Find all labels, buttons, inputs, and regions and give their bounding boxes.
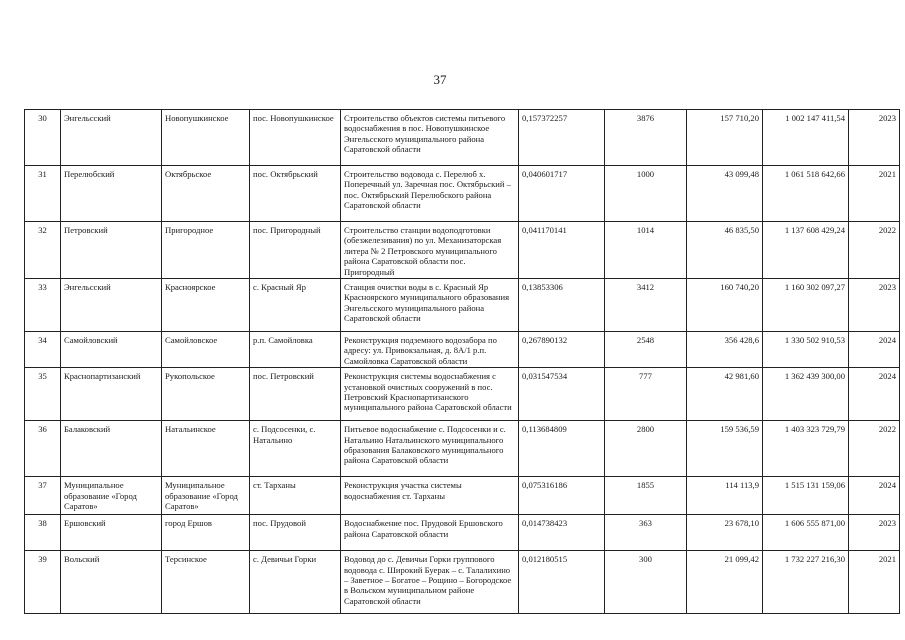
cell-coefficient: 0,13853306 bbox=[519, 279, 605, 332]
cell-population: 1000 bbox=[605, 166, 687, 222]
cell-district: Краснопартизанский bbox=[61, 368, 162, 421]
cell-settlement: пос. Петровский bbox=[250, 368, 341, 421]
cell-description: Строительство станции водоподготовки (обезжелезивания) по ул. Механизаторская литера № 2 Петровского муниципального района Саратовской области пос. Пригородный bbox=[341, 222, 519, 279]
cell-number: 38 bbox=[25, 515, 61, 551]
cell-cumulative: 1 330 502 910,53 bbox=[763, 332, 849, 368]
cell-cost: 114 113,9 bbox=[687, 477, 763, 515]
cell-cumulative: 1 606 555 871,00 bbox=[763, 515, 849, 551]
table-row bbox=[25, 166, 900, 222]
cell-number: 33 bbox=[25, 279, 61, 332]
cell-year: 2022 bbox=[849, 222, 900, 279]
cell-municipality: Пригородное bbox=[162, 222, 250, 279]
table-row bbox=[25, 515, 900, 551]
table-row bbox=[25, 551, 900, 614]
page-number: 37 bbox=[433, 72, 447, 87]
cell-cost: 160 740,20 bbox=[687, 279, 763, 332]
cell-municipality: город Ершов bbox=[162, 515, 250, 551]
cell-cumulative: 1 137 608 429,24 bbox=[763, 222, 849, 279]
cell-description: Строительство объектов системы питьевого водоснабжения в пос. Новопушкинское Энгельсского муниципального района Саратовской области bbox=[341, 110, 519, 166]
cell-cost: 356 428,6 bbox=[687, 332, 763, 368]
cell-year: 2024 bbox=[849, 477, 900, 515]
cell-population: 2800 bbox=[605, 421, 687, 477]
table-row bbox=[25, 110, 900, 166]
cell-settlement: с. Красный Яр bbox=[250, 279, 341, 332]
cell-description: Реконструкция участка системы водоснабжения ст. Тарханы bbox=[341, 477, 519, 515]
cell-description: Станция очистки воды в с. Красный Яр Красноярского муниципального образования Энгельсского муниципального района Саратовской области bbox=[341, 279, 519, 332]
cell-cumulative: 1 362 439 300,00 bbox=[763, 368, 849, 421]
cell-cumulative: 1 061 518 642,66 bbox=[763, 166, 849, 222]
cell-number: 32 bbox=[25, 222, 61, 279]
cell-year: 2023 bbox=[849, 110, 900, 166]
cell-population: 3412 bbox=[605, 279, 687, 332]
cell-settlement: пос. Пригородный bbox=[250, 222, 341, 279]
cell-coefficient: 0,031547534 bbox=[519, 368, 605, 421]
cell-year: 2023 bbox=[849, 279, 900, 332]
cell-population: 1855 bbox=[605, 477, 687, 515]
cell-cost: 23 678,10 bbox=[687, 515, 763, 551]
cell-settlement: пос. Прудовой bbox=[250, 515, 341, 551]
cell-district: Перелюбский bbox=[61, 166, 162, 222]
cell-population: 1014 bbox=[605, 222, 687, 279]
cell-cumulative: 1 160 302 097,27 bbox=[763, 279, 849, 332]
table-row bbox=[25, 477, 900, 515]
table-body bbox=[25, 110, 900, 614]
cell-district: Самойловский bbox=[61, 332, 162, 368]
cell-number: 36 bbox=[25, 421, 61, 477]
cell-cost: 42 981,60 bbox=[687, 368, 763, 421]
table-row bbox=[25, 421, 900, 477]
cell-cost: 43 099,48 bbox=[687, 166, 763, 222]
cell-number: 34 bbox=[25, 332, 61, 368]
cell-municipality: Красноярское bbox=[162, 279, 250, 332]
cell-cost: 157 710,20 bbox=[687, 110, 763, 166]
cell-cumulative: 1 002 147 411,54 bbox=[763, 110, 849, 166]
cell-description: Реконструкция системы водоснабжения с установкой очистных сооружений в пос. Петровский Краснопартизанского муниципального района Саратовской области bbox=[341, 368, 519, 421]
cell-district: Петровский bbox=[61, 222, 162, 279]
cell-settlement: с. Подсосенки, с. Натальино bbox=[250, 421, 341, 477]
cell-year: 2023 bbox=[849, 515, 900, 551]
cell-municipality: Октябрьское bbox=[162, 166, 250, 222]
cell-cumulative: 1 515 131 159,06 bbox=[763, 477, 849, 515]
cell-number: 35 bbox=[25, 368, 61, 421]
cell-number: 30 bbox=[25, 110, 61, 166]
cell-description: Питьевое водоснабжение с. Подсосенки и с. Натальино Натальинского муниципального образования Балаковского муниципального района Саратовской области bbox=[341, 421, 519, 477]
cell-municipality: Новопушкинское bbox=[162, 110, 250, 166]
table-row bbox=[25, 222, 900, 279]
cell-coefficient: 0,040601717 bbox=[519, 166, 605, 222]
cell-coefficient: 0,157372257 bbox=[519, 110, 605, 166]
cell-district: Балаковский bbox=[61, 421, 162, 477]
cell-coefficient: 0,014738423 bbox=[519, 515, 605, 551]
cell-district: Вольский bbox=[61, 551, 162, 614]
cell-municipality: Самойловское bbox=[162, 332, 250, 368]
cell-coefficient: 0,267890132 bbox=[519, 332, 605, 368]
cell-district: Муниципальное образование «Город Саратов» bbox=[61, 477, 162, 515]
cell-district: Энгельсский bbox=[61, 110, 162, 166]
projects-table bbox=[24, 109, 900, 614]
cell-settlement: пос. Новопушкинское bbox=[250, 110, 341, 166]
cell-settlement: ст. Тарханы bbox=[250, 477, 341, 515]
cell-year: 2024 bbox=[849, 368, 900, 421]
cell-year: 2024 bbox=[849, 332, 900, 368]
cell-settlement: пос. Октябрьский bbox=[250, 166, 341, 222]
cell-description: Реконструкция подземного водозабора по адресу: ул. Привокзальная, д. 8А/1 р.п. Самойловка Саратовской области bbox=[341, 332, 519, 368]
cell-municipality: Терсинское bbox=[162, 551, 250, 614]
cell-number: 31 bbox=[25, 166, 61, 222]
cell-cost: 46 835,50 bbox=[687, 222, 763, 279]
cell-settlement: р.п. Самойловка bbox=[250, 332, 341, 368]
cell-settlement: с. Девичьи Горки bbox=[250, 551, 341, 614]
cell-municipality: Натальинское bbox=[162, 421, 250, 477]
cell-population: 2548 bbox=[605, 332, 687, 368]
cell-coefficient: 0,075316186 bbox=[519, 477, 605, 515]
cell-description: Водовод до с. Девичьи Горки группового водовода с. Широкий Буерак – с. Талалихино – Заветное – Богатое – Рощино – Богородское в Вольском муниципальном районе Саратовской области bbox=[341, 551, 519, 614]
cell-cumulative: 1 403 323 729,79 bbox=[763, 421, 849, 477]
cell-year: 2022 bbox=[849, 421, 900, 477]
cell-district: Ершовский bbox=[61, 515, 162, 551]
cell-coefficient: 0,012180515 bbox=[519, 551, 605, 614]
cell-cumulative: 1 732 227 216,30 bbox=[763, 551, 849, 614]
cell-number: 39 bbox=[25, 551, 61, 614]
cell-year: 2021 bbox=[849, 551, 900, 614]
cell-description: Водоснабжение пос. Прудовой Ершовского района Саратовской области bbox=[341, 515, 519, 551]
cell-coefficient: 0,113684809 bbox=[519, 421, 605, 477]
cell-year: 2021 bbox=[849, 166, 900, 222]
cell-district: Энгельсский bbox=[61, 279, 162, 332]
cell-number: 37 bbox=[25, 477, 61, 515]
table-row bbox=[25, 368, 900, 421]
cell-municipality: Рукопольское bbox=[162, 368, 250, 421]
table-row bbox=[25, 279, 900, 332]
table-row bbox=[25, 332, 900, 368]
cell-cost: 159 536,59 bbox=[687, 421, 763, 477]
cell-cost: 21 099,42 bbox=[687, 551, 763, 614]
cell-population: 3876 bbox=[605, 110, 687, 166]
cell-population: 777 bbox=[605, 368, 687, 421]
cell-population: 363 bbox=[605, 515, 687, 551]
cell-municipality: Муниципальное образование «Город Саратов» bbox=[162, 477, 250, 515]
cell-coefficient: 0,041170141 bbox=[519, 222, 605, 279]
cell-description: Строительство водовода с. Перелюб х. Поперечный ул. Заречная пос. Октябрьский – пос. Октябрьский Перелюбского района Саратовской области bbox=[341, 166, 519, 222]
cell-population: 300 bbox=[605, 551, 687, 614]
